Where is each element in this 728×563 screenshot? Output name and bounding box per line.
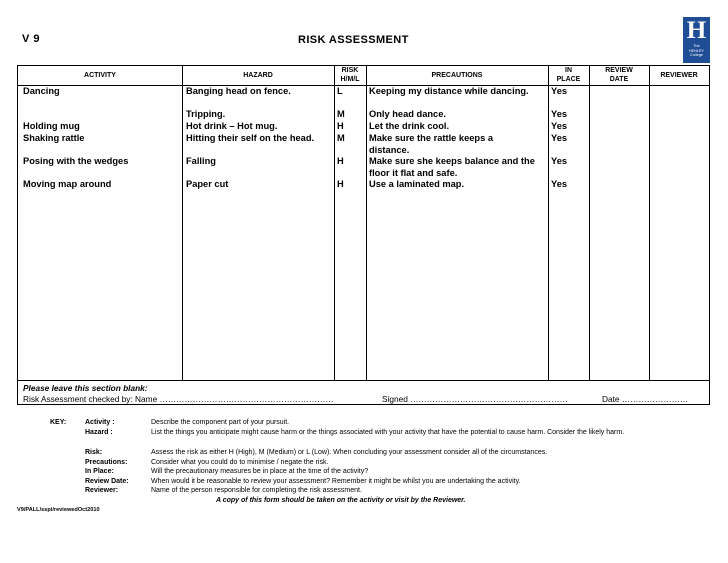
row-in-place: Yes xyxy=(551,179,568,189)
header-in-place-line-1: IN xyxy=(565,67,572,74)
row-risk: M xyxy=(337,109,345,119)
row-in-place: Yes xyxy=(551,156,568,166)
row-hazard: Paper cut xyxy=(186,179,229,189)
row-hazard: Falling xyxy=(186,156,216,166)
row-activity: Dancing xyxy=(23,86,60,96)
header-activity: ACTIVITY xyxy=(84,72,116,79)
header-reviewer: REVIEWER xyxy=(660,72,698,79)
row-precautions: Let the drink cool. xyxy=(369,121,450,131)
header-in-place-line-2: PLACE xyxy=(556,76,581,83)
key-desc: Will the precautionary measures be in place at the time of the activity? xyxy=(151,468,369,475)
header-risk xyxy=(334,66,366,84)
col-divider-risk xyxy=(334,66,335,380)
row-hazard: Banging head on fence. xyxy=(186,86,291,96)
row-activity: Holding mug xyxy=(23,121,80,131)
header-review-line-2: DATE xyxy=(609,76,629,83)
header-precautions: PRECAUTIONS xyxy=(431,72,483,79)
key-desc: Describe the component part of your pursuit. xyxy=(151,419,290,426)
checked-by-field: Risk Assessment checked by: Name ……………………………………………………… xyxy=(23,394,334,404)
row-risk: H xyxy=(337,121,344,131)
row-in-place: Yes xyxy=(551,86,568,96)
row-activity: Posing with the wedges xyxy=(23,156,129,166)
footer-code: V9/PALL/sspi/reviewedOct2010 xyxy=(17,507,100,513)
key-term: Risk: xyxy=(85,449,103,456)
row-activity: Moving map around xyxy=(23,179,112,189)
page-title: RISK ASSESSMENT xyxy=(298,34,409,46)
header-review-date xyxy=(589,66,649,84)
key-term: Precautions: xyxy=(85,459,128,466)
key-term: Review Date: xyxy=(85,478,129,485)
blank-section-divider xyxy=(18,380,709,381)
col-divider-in-place xyxy=(548,66,549,380)
row-precautions: Keeping my distance while dancing. xyxy=(369,86,529,96)
key-desc: When would it be reasonable to review your assessment? Remember it might be whilst you are undertaking the activity. xyxy=(151,478,521,485)
header-hazard: HAZARD xyxy=(243,72,273,79)
key-term: In Place: xyxy=(85,468,114,475)
leave-blank-title: Please leave this section blank: xyxy=(23,383,148,393)
key-desc: Assess the risk as either H (High), M (Medium) or L (Low). When concluding your assessment consider all of the circumstances. xyxy=(151,449,548,456)
row-risk: H xyxy=(337,179,344,189)
header-risk-line-1: RISK xyxy=(341,67,359,74)
row-hazard: Hot drink – Hot mug. xyxy=(186,121,278,131)
logo-line-3: College xyxy=(690,53,703,57)
col-divider-hazard xyxy=(182,66,183,380)
copy-note: A copy of this form should be taken on the activity or visit by the Reviewer. xyxy=(216,497,466,504)
risk-assessment-table xyxy=(17,65,710,405)
row-risk: M xyxy=(337,133,345,143)
date-field: Date …………………… xyxy=(602,394,689,404)
col-divider-precautions xyxy=(366,66,367,380)
header-risk-line-2: H/M/L xyxy=(340,76,360,83)
key-term: Hazard : xyxy=(85,429,113,436)
row-precautions: Make sure the rattle keeps a distance. xyxy=(369,133,494,155)
version-label: V 9 xyxy=(22,33,41,45)
key-term: Reviewer: xyxy=(85,487,119,494)
college-logo xyxy=(683,17,710,63)
key-term: Activity : xyxy=(85,419,115,426)
key-desc: Consider what you could do to minimise / negate the risk. xyxy=(151,459,329,466)
row-precautions: Only head dance. xyxy=(369,109,446,119)
row-hazard: Tripping. xyxy=(186,109,226,119)
key-desc: List the things you anticipate might cause harm or the things associated with your activity that have the potential to cause harm. Consider the likely harm. xyxy=(151,429,625,436)
row-precautions: Make sure she keeps balance and the floor it flat and safe. xyxy=(369,156,535,178)
row-risk: L xyxy=(337,86,343,96)
col-divider-review-date xyxy=(589,66,590,380)
key-label: KEY: xyxy=(50,419,67,426)
row-in-place: Yes xyxy=(551,121,568,131)
header-review-line-1: REVIEW xyxy=(605,67,633,74)
signed-field: Signed ………………………………………………… xyxy=(382,394,568,404)
header-divider xyxy=(18,85,709,86)
col-divider-reviewer xyxy=(649,66,650,380)
logo-line-2: HENLEY xyxy=(688,48,705,53)
row-precautions: Use a laminated map. xyxy=(369,179,465,189)
row-risk: H xyxy=(337,156,344,166)
key-desc: Name of the person responsible for completing the risk assessment. xyxy=(151,487,362,494)
row-in-place: Yes xyxy=(551,133,568,143)
logo-letter: H xyxy=(686,17,707,44)
row-hazard: Hitting their self on the head. xyxy=(186,133,315,143)
row-in-place: Yes xyxy=(551,109,568,119)
header-in-place xyxy=(548,66,589,84)
logo-line-1: The xyxy=(693,44,700,48)
row-activity: Shaking rattle xyxy=(23,133,85,143)
